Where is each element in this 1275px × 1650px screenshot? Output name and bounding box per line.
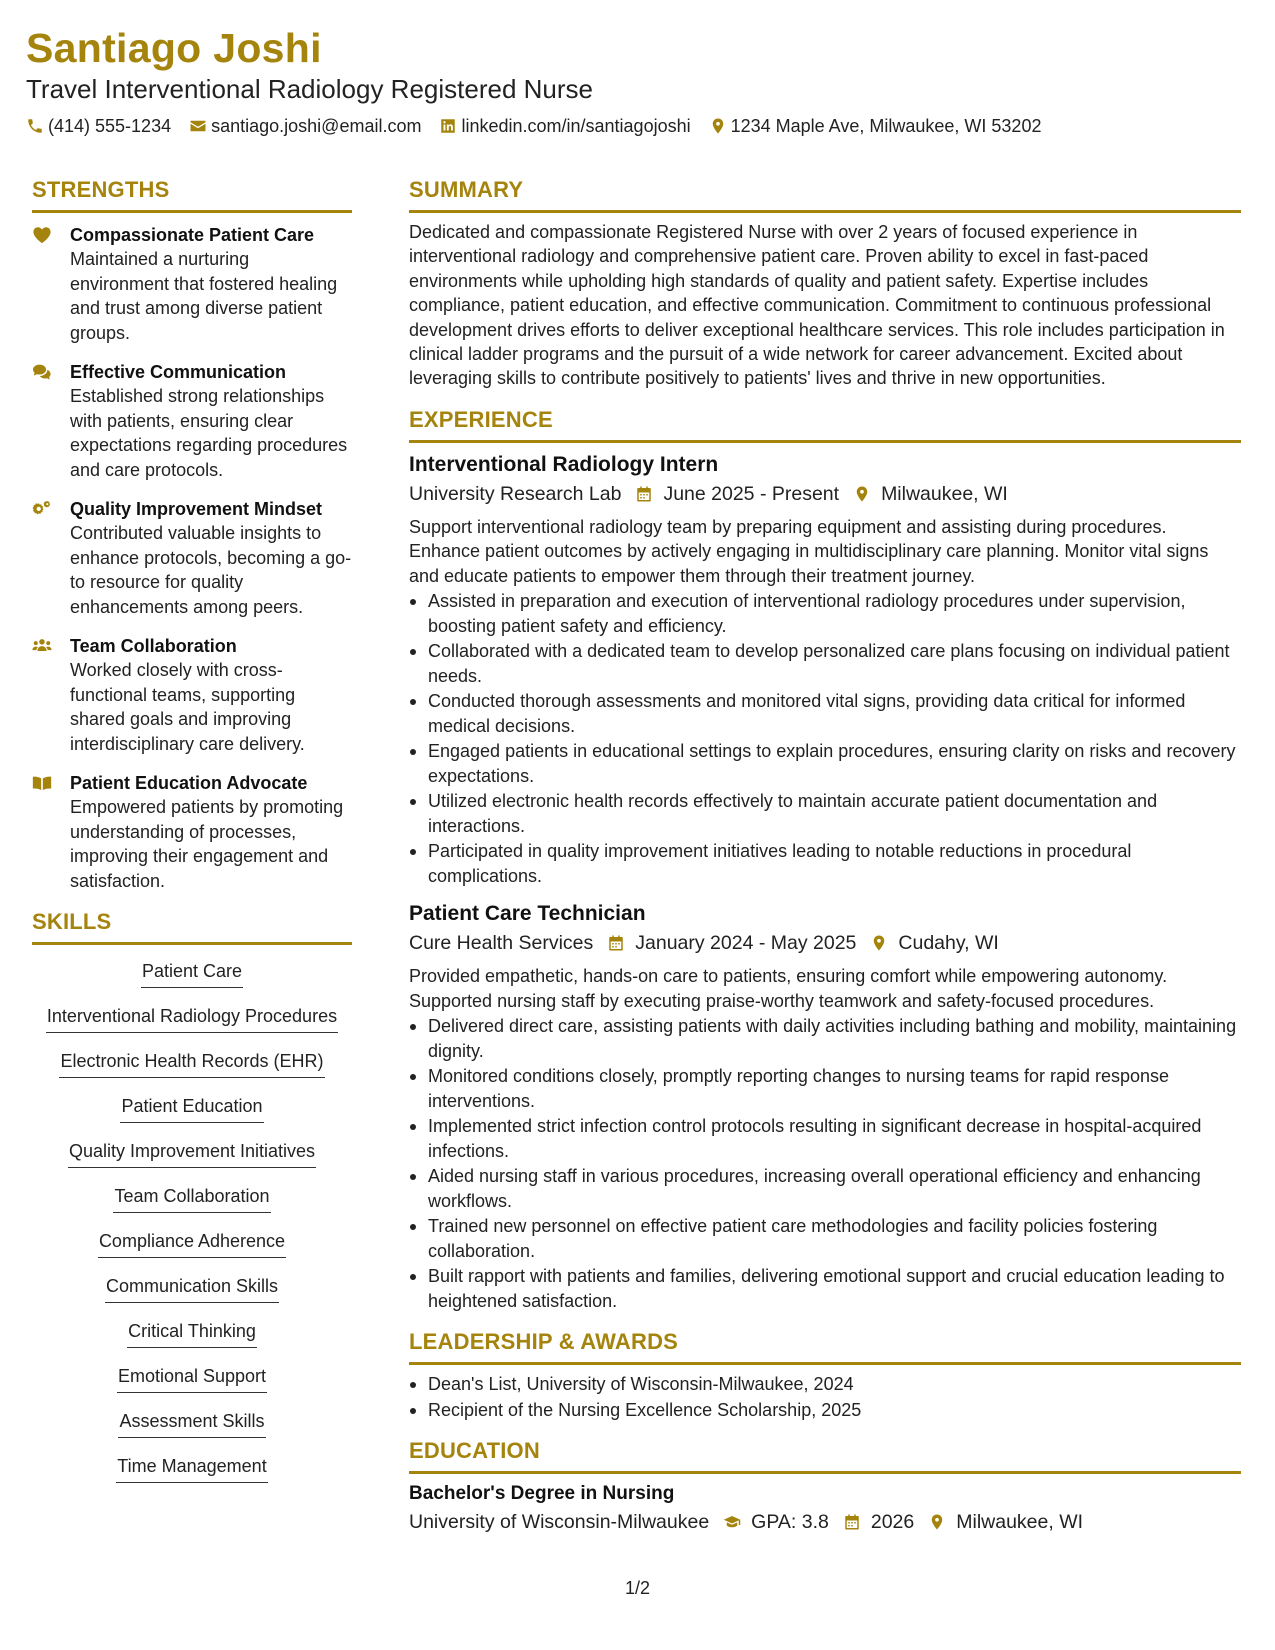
calendar-icon <box>607 934 625 952</box>
year-text: 2026 <box>870 1511 915 1534</box>
strength-desc: Established strong relationships with patients, ensuring clear expectations regarding procedures and care protocols. <box>70 386 348 480</box>
education-meta <box>409 1508 1241 1536</box>
book-open-icon <box>32 774 52 792</box>
bullet-item: Monitored conditions closely, promptly reporting changes to nursing teams for rapid response interventions. <box>409 1064 1241 1113</box>
skill-tag: Interventional Radiology Procedures <box>46 1004 338 1033</box>
cogs-icon <box>32 500 52 518</box>
resume-header <box>26 24 1246 138</box>
graduation-cap-icon <box>723 1513 741 1531</box>
strength-title: Quality Improvement Mindset <box>70 499 323 519</box>
awards-list <box>409 1372 1241 1422</box>
job-company <box>409 929 593 957</box>
company-name: University Research Lab <box>409 482 622 505</box>
strength-item <box>32 771 352 893</box>
education-location <box>928 1508 1083 1536</box>
bullet-item: Trained new personnel on effective patient care methodologies and facility policies fostering collaboration. <box>409 1214 1241 1263</box>
company-name: Cure Health Services <box>409 932 594 955</box>
page-indicator: 1/2 <box>624 1578 651 1598</box>
summary-section <box>409 176 1241 391</box>
job-entry <box>409 451 1241 889</box>
job-meta <box>409 929 1241 957</box>
location-text: Milwaukee, WI <box>881 482 1008 505</box>
job-bullets <box>409 589 1241 888</box>
linkedin-icon <box>439 117 457 135</box>
skill-tag: Assessment Skills <box>118 1409 265 1438</box>
skill-tag: Critical Thinking <box>127 1319 257 1348</box>
bullet-item: Aided nursing staff in various procedures, increasing overall operational efficiency and enhancing workflows. <box>409 1164 1241 1213</box>
section-divider <box>32 942 352 945</box>
awards-section <box>409 1328 1241 1422</box>
map-pin-icon <box>709 117 727 135</box>
section-divider <box>409 1362 1241 1365</box>
skills-list <box>32 959 352 1499</box>
job-title: Interventional Radiology Intern <box>409 452 719 476</box>
bullet-item: Engaged patients in educational settings to explain procedures, ensuring clarity on risks and recovery expectations. <box>409 739 1241 788</box>
job-meta <box>409 480 1241 508</box>
award-item: Recipient of the Nursing Excellence Scholarship, 2025 <box>409 1398 1241 1423</box>
skill-tag: Emotional Support <box>117 1364 267 1393</box>
skill-tag: Time Management <box>116 1454 267 1483</box>
summary-heading: SUMMARY <box>409 177 524 202</box>
section-divider <box>409 1471 1241 1474</box>
job-title: Patient Care Technician <box>409 902 646 926</box>
education-heading: EDUCATION <box>409 1438 540 1464</box>
contact-address <box>709 114 1042 138</box>
job-entry <box>409 900 1241 1313</box>
location-text: Milwaukee, WI <box>956 1511 1084 1534</box>
skill-tag: Team Collaboration <box>113 1184 270 1213</box>
contact-bar <box>26 114 1246 138</box>
map-pin-icon <box>870 934 888 952</box>
bullet-item: Built rapport with patients and families, delivering emotional support and crucial education leading to heightened satisfaction. <box>409 1264 1241 1313</box>
job-description: Support interventional radiology team by preparing equipment and assisting during procedures. Enhance patient outcomes by actively engaging in multidisciplinary care planning. Monitor vital signs and educate patients to empower them through their treatment journey. <box>409 516 1209 586</box>
strength-desc: Maintained a nurturing environment that fostered healing and trust among diverse patient groups. <box>70 249 338 343</box>
bullet-item: Delivered direct care, assisting patients with daily activities including bathing and mobility, maintaining dignity. <box>409 1014 1241 1063</box>
linkedin-text[interactable]: linkedin.com/in/santiagojoshi <box>461 116 691 136</box>
map-pin-icon <box>853 485 871 503</box>
strength-item <box>32 634 352 756</box>
job-dates <box>607 929 856 957</box>
strength-desc: Contributed valuable insights to enhance protocols, becoming a go-to resource for quality enhancements among peers. <box>70 523 352 617</box>
job-location <box>870 929 998 957</box>
candidate-title: Travel Interventional Radiology Registered Nurse <box>26 74 593 104</box>
degree-title: Bachelor's Degree in Nursing <box>409 1483 675 1505</box>
phone-icon <box>26 117 44 135</box>
school-name <box>409 1508 709 1536</box>
award-item: Dean's List, University of Wisconsin-Milwaukee, 2024 <box>409 1372 1241 1397</box>
bullet-item: Implemented strict infection control protocols resulting in significant decrease in hospital-acquired infections. <box>409 1114 1241 1163</box>
education-section <box>409 1437 1241 1536</box>
experience-section <box>409 406 1241 1314</box>
contact-email[interactable] <box>189 114 421 138</box>
strength-desc: Worked closely with cross-functional teams, supporting shared goals and improving interdisciplinary care delivery. <box>70 660 305 754</box>
calendar-icon <box>843 1513 861 1531</box>
strength-item <box>32 223 352 345</box>
skill-tag: Patient Care <box>141 959 243 988</box>
date-range: June 2025 - Present <box>663 482 840 505</box>
contact-linkedin[interactable] <box>439 114 690 138</box>
school-text: University of Wisconsin-Milwaukee <box>409 1511 710 1534</box>
location-text: Cudahy, WI <box>898 932 999 955</box>
strength-item <box>32 360 352 482</box>
bullet-item: Assisted in preparation and execution of interventional radiology procedures under supervision, boosting patient safety and efficiency. <box>409 589 1241 638</box>
strength-title: Team Collaboration <box>70 636 237 656</box>
strengths-section <box>32 176 352 893</box>
candidate-name: Santiago Joshi <box>26 25 322 71</box>
address-text: 1234 Maple Ave, Milwaukee, WI 53202 <box>730 116 1042 136</box>
heart-icon <box>32 226 52 244</box>
calendar-icon <box>635 485 653 503</box>
section-divider <box>409 210 1241 213</box>
awards-heading: LEADERSHIP & AWARDS <box>409 1329 679 1355</box>
skill-tag: Patient Education <box>120 1094 263 1123</box>
contact-phone <box>26 114 171 138</box>
date-range: January 2024 - May 2025 <box>635 932 857 955</box>
skill-tag: Quality Improvement Initiatives <box>68 1139 316 1168</box>
strength-title: Compassionate Patient Care <box>70 225 315 245</box>
strengths-heading: STRENGTHS <box>32 177 170 202</box>
comments-icon <box>32 363 52 381</box>
skill-tag: Compliance Adherence <box>98 1229 286 1258</box>
skills-heading: SKILLS <box>32 909 112 934</box>
gpa <box>723 1508 829 1536</box>
left-column <box>32 176 352 1499</box>
job-location <box>853 480 1008 508</box>
envelope-icon <box>189 117 207 135</box>
graduation-year <box>843 1508 914 1536</box>
job-company <box>409 480 621 508</box>
email-text[interactable]: santiago.joshi@email.com <box>211 116 422 136</box>
users-icon <box>32 637 52 655</box>
skill-tag: Electronic Health Records (EHR) <box>59 1049 324 1078</box>
strength-item <box>32 497 352 619</box>
summary-text: Dedicated and compassionate Registered Nurse with over 2 years of focused experience in interventional radiology and comprehensive patient care. Proven ability to excel in fast-paced environments while upholding high standards of quality and patient safety. Expertise includes compliance, patient education, and effective communication. Commitment to continuous professional development drives efforts to deliver exceptional healthcare services. This role includes participation in clinical ladder programs and the pursuit of a wide network for career advancement. Excited about leveraging skills to contribute positively to patients' lives and thrive in new opportunities. <box>409 222 1225 389</box>
job-description: Provided empathetic, hands-on care to patients, ensuring comfort while empowering autonomy. Supported nursing staff by executing praise-worthy teamwork and safety-focused procedures. <box>409 966 1168 1011</box>
bullet-item: Utilized electronic health records effectively to maintain accurate patient documentation and interactions. <box>409 789 1241 838</box>
phone-text: (414) 555-1234 <box>48 116 172 136</box>
bullet-item: Conducted thorough assessments and monitored vital signs, providing data critical for informed medical decisions. <box>409 689 1241 738</box>
bullet-item: Collaborated with a dedicated team to develop personalized care plans focusing on individual patient needs. <box>409 639 1241 688</box>
experience-heading: EXPERIENCE <box>409 406 553 432</box>
job-dates <box>635 480 839 508</box>
gpa-text: GPA: 3.8 <box>751 1511 829 1534</box>
skills-section <box>32 908 352 1499</box>
section-divider <box>32 210 352 213</box>
strength-title: Effective Communication <box>70 362 287 382</box>
strength-desc: Empowered patients by promoting understanding of processes, improving their engagement and satisfaction. <box>70 797 344 891</box>
right-column <box>409 176 1241 1536</box>
strength-title: Patient Education Advocate <box>70 773 308 793</box>
section-divider <box>409 440 1241 443</box>
skill-tag: Communication Skills <box>105 1274 279 1303</box>
map-pin-icon <box>928 1513 946 1531</box>
bullet-item: Participated in quality improvement initiatives leading to notable reductions in procedural complications. <box>409 839 1241 888</box>
job-bullets <box>409 1014 1241 1313</box>
